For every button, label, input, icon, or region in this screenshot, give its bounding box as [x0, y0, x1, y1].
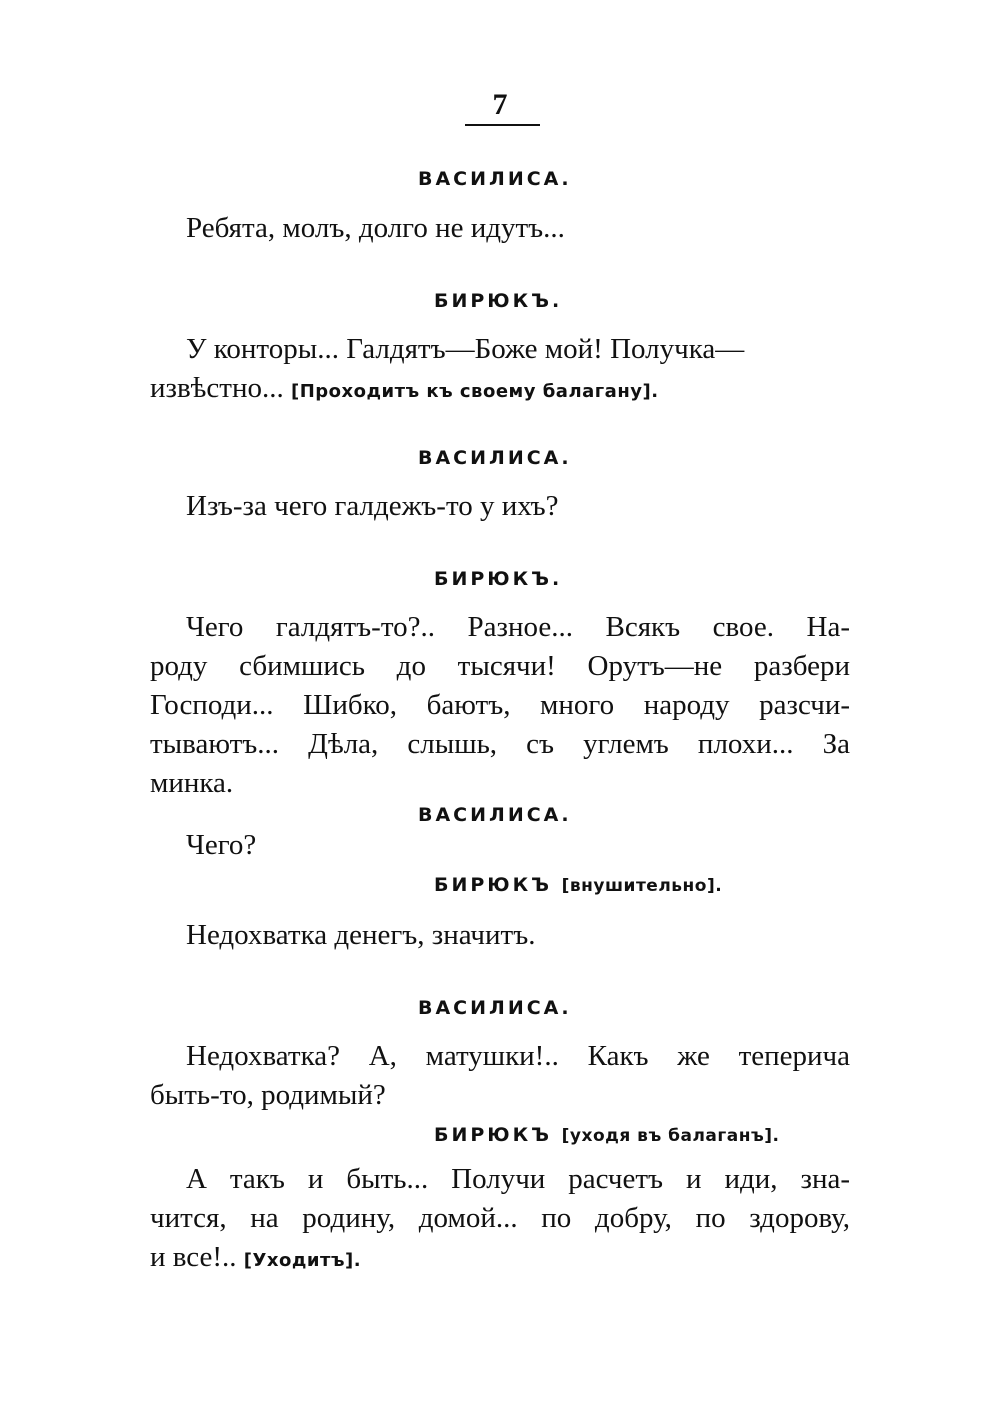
speaker-heading: [418, 803, 572, 827]
speaker-name: ВАСИЛИСА.: [418, 997, 572, 1019]
speech-line: Чего галдятъ-то?.. Разное... Всякъ свое. На-: [186, 611, 850, 643]
speech-line: У конторы... Галдятъ—Боже мой! Получка—: [186, 333, 745, 365]
stage-direction: [Уходитъ].: [243, 1250, 362, 1271]
speech-block: [150, 487, 850, 526]
speaker-heading: [434, 1123, 780, 1148]
speech-line: роду сбимшись до тысячи! Орутъ—не разбери: [150, 650, 850, 682]
speech-block: [150, 209, 850, 248]
speaker-heading: [418, 167, 572, 191]
stage-direction: [внушительно].: [561, 876, 723, 896]
speaker-name: БИРЮКЪ: [434, 1124, 552, 1146]
speaker-heading: [434, 567, 562, 591]
stage-direction: [уходя въ балаганъ].: [561, 1126, 780, 1146]
stage-direction: [Проходитъ къ своему балагану].: [290, 381, 659, 402]
speech-line: Недохватка? А, матушки!.. Какъ же теперича: [186, 1040, 850, 1072]
speech-block: [150, 1160, 850, 1280]
speech-line: чится, на родину, домой... по добру, по здорову,: [150, 1202, 850, 1234]
speaker-name: ВАСИЛИСА.: [418, 804, 572, 826]
page-number-rule: [465, 124, 540, 126]
speech-line: Ребята, молъ, долго не идутъ...: [186, 212, 565, 244]
speaker-name: БИРЮКЪ.: [434, 568, 563, 590]
speech-line: [150, 369, 850, 411]
speech-line: быть-то, родимый?: [150, 1079, 386, 1111]
speaker-heading: [434, 289, 562, 313]
speech-block: [150, 330, 850, 411]
speech-block: [150, 916, 850, 955]
speaker-name: ВАСИЛИСА.: [418, 168, 572, 190]
speech-line-text: извѣстно...: [150, 372, 284, 404]
speech-line: А такъ и быть... Получи расчетъ и иди, зна-: [186, 1163, 850, 1195]
speech-line: минка.: [150, 767, 234, 799]
speaker-heading: [418, 996, 572, 1020]
speech-line: тываютъ... Дѣла, слышь, съ углемъ плохи... За: [150, 728, 850, 760]
speech-line: [150, 1238, 850, 1280]
speech-line: Господи... Шибко, баютъ, много народу разсчи-: [150, 689, 850, 721]
speech-line-text: и все!..: [150, 1241, 237, 1273]
speaker-name: БИРЮКЪ: [434, 874, 552, 896]
speech-line: Чего?: [186, 829, 257, 861]
speaker-heading: [418, 446, 572, 470]
speech-line: Недохватка денегъ, значитъ.: [186, 919, 536, 951]
page-number: 7: [492, 88, 508, 121]
speech-block: [150, 1037, 850, 1115]
speaker-name: ВАСИЛИСА.: [418, 447, 572, 469]
speech-line: Изъ-за чего галдежъ-то у ихъ?: [186, 490, 559, 522]
speaker-heading: [434, 873, 722, 898]
speech-block: [150, 608, 850, 803]
speech-block: [150, 826, 850, 865]
speaker-name: БИРЮКЪ.: [434, 290, 563, 312]
